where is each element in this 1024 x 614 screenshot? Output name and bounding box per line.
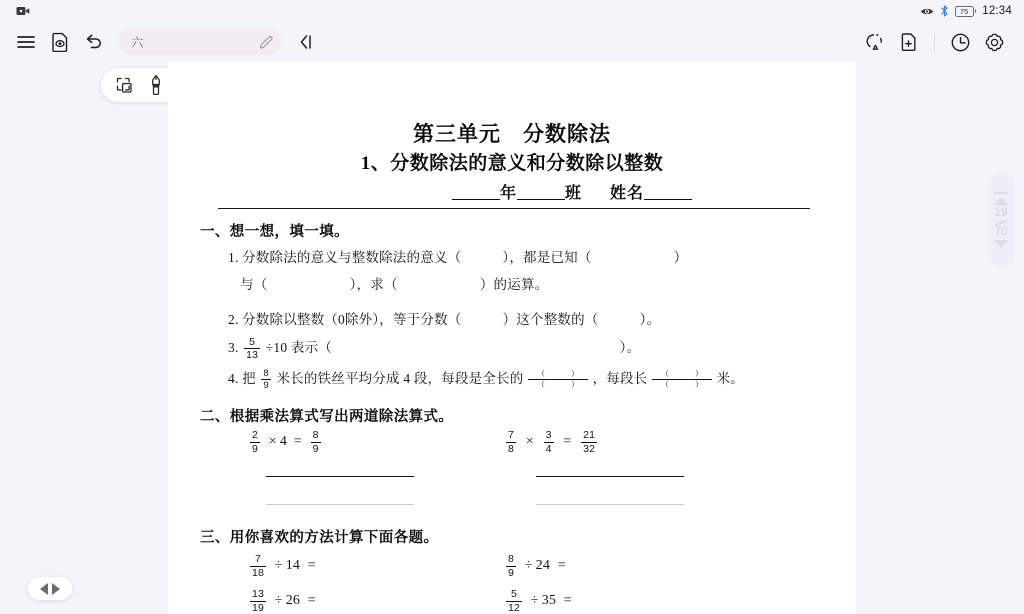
- fraction-numerator: 2: [252, 429, 259, 441]
- fraction-numerator: 8: [508, 553, 515, 565]
- question-4-text-c: 米。: [716, 371, 744, 386]
- answer-line-2[interactable]: [536, 476, 684, 477]
- page-preview-icon[interactable]: [44, 26, 76, 58]
- battery-indicator: [955, 6, 977, 17]
- question-3: [228, 336, 640, 361]
- fraction-denominator: 18: [252, 566, 265, 579]
- section-3-heading: 三、用你喜欢的方法计算下面各题。: [200, 530, 439, 546]
- undo-icon[interactable]: [78, 26, 110, 58]
- question-4-text-b: ，每段长: [592, 371, 648, 386]
- eye-icon: [920, 6, 934, 17]
- equation-right: [504, 430, 599, 454]
- page-navigator[interactable]: [988, 172, 1014, 268]
- hamburger-menu-icon[interactable]: [10, 26, 42, 58]
- problem-4-fraction: [506, 589, 522, 613]
- battery-level: 75: [955, 6, 974, 17]
- app-toolbar-left: [10, 26, 322, 58]
- pen-icon[interactable]: [140, 70, 171, 100]
- problem-3-divisor: 26: [285, 593, 301, 609]
- question-1-line-2: 与（ ），求（ ）的运算。: [240, 277, 549, 292]
- problem-1-operator: ÷: [274, 558, 283, 574]
- bluetooth-icon: [940, 5, 949, 17]
- camera-icon: [16, 5, 30, 17]
- question-4: [228, 367, 744, 391]
- blank-denominator: （ ）: [652, 379, 712, 389]
- grade-blank: [452, 185, 500, 200]
- toolbar-divider: [934, 33, 935, 52]
- fraction-numerator: 21: [583, 429, 596, 441]
- equation-right-equals: =: [563, 434, 572, 450]
- student-info-row: [168, 180, 856, 203]
- question-2: 2. 分数除以整数（0除外），等于分数（ ）这个整数的（ ）。: [228, 312, 661, 327]
- problem-3-fraction: [250, 589, 266, 613]
- problem-2-operator: ÷: [524, 558, 533, 574]
- fraction-denominator: 9: [263, 380, 269, 392]
- fraction-denominator: 4: [545, 442, 552, 455]
- equation-right-fraction-2: [544, 430, 554, 454]
- problem-4-operator: ÷: [530, 593, 539, 609]
- question-1-line-1: 1. 分数除法的意义与整数除法的意义（ ），都是已知（ ）: [228, 250, 688, 265]
- status-bar: [0, 0, 1024, 22]
- worksheet-sheet: [168, 62, 856, 614]
- note-page-canvas[interactable]: [168, 62, 856, 614]
- fraction-denominator: 12: [508, 601, 521, 614]
- current-page-number: 19: [994, 206, 1008, 219]
- equation-right-fraction-3: [581, 430, 597, 454]
- problem-2-equals: =: [557, 558, 566, 574]
- problem-2-divisor: 24: [535, 558, 551, 574]
- app-toolbar: [0, 22, 1024, 62]
- clock-history-icon[interactable]: [944, 26, 976, 58]
- problem-1-fraction: [250, 554, 266, 578]
- blank-denominator: （ ）: [528, 379, 588, 389]
- fraction-numerator: 5: [249, 335, 256, 348]
- equation-right-fraction-1: [506, 430, 516, 454]
- name-label: 姓名: [610, 185, 645, 202]
- lasso-select-icon[interactable]: [109, 70, 140, 100]
- equation-left-equals: =: [293, 434, 302, 450]
- fraction-denominator: 32: [583, 442, 596, 455]
- header-rule: [218, 208, 810, 209]
- fraction-denominator: 19: [252, 601, 265, 614]
- blank-numerator: （ ）: [661, 369, 712, 379]
- problem-2-fraction: [506, 554, 516, 578]
- section-1-heading: 一、想一想，填一填。: [200, 224, 349, 240]
- settings-gear-icon[interactable]: [978, 26, 1010, 58]
- fraction-denominator: 8: [508, 442, 515, 455]
- note-title-value: 六: [131, 36, 144, 50]
- status-bar-right: [920, 5, 1012, 17]
- add-page-icon[interactable]: [893, 26, 925, 58]
- page-navigator-handle[interactable]: [994, 192, 1008, 194]
- chevron-down-icon[interactable]: [994, 240, 1008, 248]
- problem-3-operator: ÷: [274, 593, 283, 609]
- answer-line-4[interactable]: [536, 504, 684, 505]
- problem-1-divisor: 14: [285, 558, 301, 574]
- answer-line-1[interactable]: [266, 476, 414, 477]
- problem-3-equals: =: [307, 593, 316, 609]
- worksheet-title: 第三单元 分数除法: [413, 122, 611, 146]
- blank-numerator: （ ）: [537, 369, 589, 379]
- clock-time: 12:34: [982, 5, 1012, 17]
- equation-left-fraction-1: [250, 430, 260, 454]
- pencil-icon[interactable]: [259, 35, 273, 49]
- problem-2: [504, 554, 566, 578]
- note-title-field[interactable]: [118, 29, 282, 55]
- battery-tip: [975, 9, 977, 14]
- blank-fraction-2: [652, 370, 712, 389]
- fraction-numerator: 3: [545, 429, 552, 441]
- blank-fraction-1: [528, 370, 588, 389]
- section-2-heading: 二、根据乘法算式写出两道除法算式。: [200, 409, 454, 425]
- equation-left: [248, 430, 323, 454]
- fraction-denominator: 9: [508, 566, 515, 579]
- question-3-fraction: [244, 337, 260, 361]
- app-toolbar-right: [859, 26, 1010, 58]
- name-blank: [644, 185, 692, 200]
- fraction-denominator: 13: [246, 349, 259, 362]
- total-page-number: 70: [994, 226, 1008, 239]
- fraction-denominator: 9: [252, 442, 259, 455]
- equation-left-factor: 4: [279, 434, 288, 450]
- fraction-numerator: 5: [511, 588, 518, 600]
- fraction-numerator: 7: [508, 429, 515, 441]
- equation-left-fraction-2: [311, 430, 321, 454]
- question-4-text-a: 米长的铁丝平均分成 4 段，每段是全长的: [276, 371, 524, 386]
- status-bar-left: [16, 5, 30, 17]
- problem-4: [504, 589, 572, 613]
- fraction-numerator: 13: [252, 588, 265, 600]
- question-4-number: 4. 把: [228, 371, 256, 386]
- fraction-numerator: 7: [255, 553, 262, 565]
- problem-1: [248, 554, 316, 578]
- shape-recognition-icon[interactable]: [859, 26, 891, 58]
- equation-left-operator: ×: [268, 434, 277, 450]
- class-blank: [517, 185, 565, 200]
- fraction-numerator: 8: [312, 429, 319, 441]
- problem-3: [248, 589, 316, 613]
- problem-4-equals: =: [563, 593, 572, 609]
- problem-1-equals: =: [307, 558, 316, 574]
- page-step-control[interactable]: [28, 577, 72, 600]
- equation-right-operator: ×: [525, 434, 534, 450]
- worksheet-subtitle: 1、分数除法的意义和分数除以整数: [360, 153, 664, 174]
- question-3-number: 3.: [228, 340, 239, 355]
- class-label: 班: [564, 185, 582, 202]
- question-3-text: ÷10 表示（ ）。: [265, 340, 641, 355]
- problem-4-divisor: 35: [541, 593, 557, 609]
- answer-line-3[interactable]: [266, 504, 414, 505]
- prev-page-icon[interactable]: [40, 583, 48, 595]
- fraction-denominator: 9: [312, 442, 319, 455]
- next-page-icon[interactable]: [52, 583, 60, 595]
- collapse-left-icon[interactable]: [290, 26, 322, 58]
- chevron-up-icon[interactable]: [994, 197, 1008, 205]
- grade-label: 年: [499, 185, 517, 202]
- fraction-numerator: 8: [263, 367, 269, 379]
- question-4-fraction: [261, 369, 270, 391]
